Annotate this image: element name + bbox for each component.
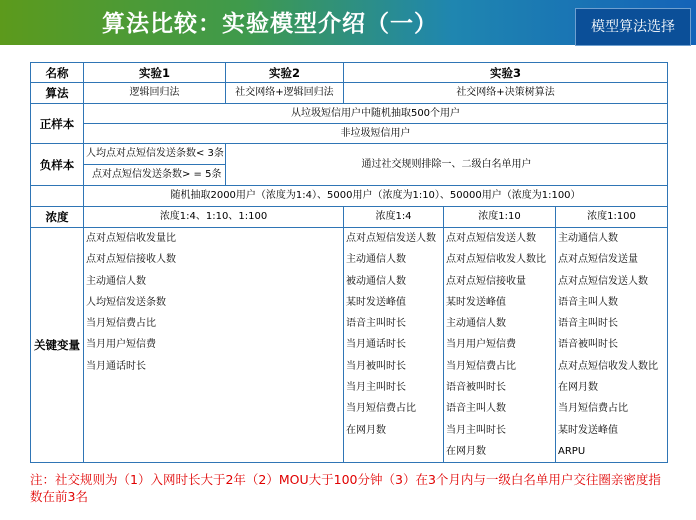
variable-item: 主动通信人数 (446, 318, 506, 330)
table-row-positive-2 (31, 124, 668, 144)
positive-sample-line2: 非垃圾短信用户 (84, 124, 668, 144)
variable-item: 语音主叫时长 (558, 318, 618, 330)
variable-item: 点对点短信发送人数 (346, 233, 436, 244)
table-header-row (31, 63, 668, 83)
header-exp2: 实验2 (226, 63, 344, 83)
variable-item: 在网月数 (446, 445, 486, 457)
table-row-sampling (31, 186, 668, 207)
variable-item: 在网月数 (558, 382, 598, 394)
variable-item: 当月短信费占比 (446, 360, 516, 372)
variable-item: 语音主叫时长 (346, 318, 406, 330)
variable-item: 在网月数 (346, 424, 386, 436)
key-vars-1-10 (444, 228, 556, 463)
concentration-1-4: 浓度1:4 (344, 207, 444, 228)
variable-item: 被动通信人数 (346, 275, 406, 287)
header-name: 名称 (31, 63, 84, 83)
variable-item: 当月通话时长 (86, 360, 146, 372)
negative-left-line1: 人均点对点短信发送条数< 3条 (84, 144, 226, 165)
key-vars-exp1-2 (84, 228, 344, 463)
algo-exp2: 社交网络+逻辑回归法 (226, 83, 344, 104)
variable-item: 点对点短信接收量 (446, 275, 526, 287)
algo-exp1: 逻辑回归法 (84, 83, 226, 104)
variable-item: 当月通话时长 (346, 339, 406, 351)
variable-item: ARPU (558, 445, 586, 457)
negative-left-line2: 点对点短信发送条数> = 5条 (84, 165, 226, 186)
variable-item: 语音被叫时长 (558, 339, 618, 351)
header-exp3: 实验3 (344, 63, 668, 83)
variable-item: 当月主叫时长 (446, 424, 506, 436)
variable-item: 点对点短信收发人数比 (558, 360, 658, 372)
variable-item: 当月主叫时长 (346, 382, 406, 394)
variable-item: 点对点短信接收人数 (86, 254, 176, 266)
variable-item: 某时发送峰值 (346, 296, 406, 308)
variable-item: 当月短信费占比 (346, 403, 416, 415)
variable-item: 当月用户短信费 (86, 339, 156, 351)
key-vars-1-4 (344, 228, 444, 463)
variable-item: 点对点短信收发量比 (86, 233, 176, 244)
row-label-negative: 负样本 (31, 144, 84, 186)
concentration-exp1-2: 浓度1:4、1:10、1:100 (84, 207, 344, 228)
concentration-1-100: 浓度1:100 (556, 207, 668, 228)
row-label-algorithm: 算法 (31, 83, 84, 104)
variable-item: 当月被叫时长 (346, 360, 406, 372)
variable-item: 点对点短信发送人数 (446, 233, 536, 244)
variable-item: 某时发送峰值 (446, 296, 506, 308)
table-row-algorithm (31, 83, 668, 104)
table-row-key-variables (31, 228, 668, 463)
row-label-positive: 正样本 (31, 104, 84, 144)
variable-item: 语音主叫人数 (558, 296, 618, 308)
variable-item: 语音主叫人数 (446, 403, 506, 415)
negative-sampling: 随机抽取2000用户（浓度为1:4）、5000用户（浓度为1:10）、50000用户（浓度为1:100） (84, 186, 668, 207)
algo-exp3: 社交网络+决策树算法 (344, 83, 668, 104)
concentration-1-10: 浓度1:10 (444, 207, 556, 228)
variable-item: 主动通信人数 (558, 233, 618, 244)
table-row-negative (31, 144, 668, 165)
variable-item: 当月短信费占比 (558, 403, 628, 415)
variable-item: 人均短信发送条数 (86, 296, 166, 308)
variable-item: 当月短信费占比 (86, 318, 156, 330)
footnote: 注：社交规则为（1）入网时长大于2年（2）MOU大于100分钟（3）在3个月内与一级白名单用户交往圈亲密度指数在前3名 (30, 472, 661, 504)
table-row-positive (31, 104, 668, 124)
table-row-concentration (31, 207, 668, 228)
variable-item: 点对点短信发送量 (558, 254, 638, 266)
variable-item: 某时发送峰值 (558, 424, 618, 436)
page-title: 算法比较：实验模型介绍（一） (102, 10, 438, 37)
negative-right: 通过社交规则排除一、二级白名单用户 (226, 144, 668, 186)
row-label-concentration: 浓度 (31, 207, 84, 228)
sampling-spacer (31, 186, 84, 207)
header-exp1: 实验1 (84, 63, 226, 83)
variable-item: 当月用户短信费 (446, 339, 516, 351)
key-vars-1-100 (556, 228, 668, 463)
variable-item: 主动通信人数 (86, 275, 146, 287)
positive-sample-line1: 从垃圾短信用户中随机抽取500个用户 (84, 104, 668, 124)
variable-item: 点对点短信收发人数比 (446, 254, 546, 266)
variable-item: 语音被叫时长 (446, 382, 506, 394)
comparison-table (30, 62, 668, 463)
variable-item: 点对点短信发送人数 (558, 275, 648, 287)
variable-item: 主动通信人数 (346, 254, 406, 266)
row-label-key-variables: 关键变量 (31, 228, 84, 463)
model-algorithm-select-button[interactable]: 模型算法选择 (575, 8, 691, 46)
